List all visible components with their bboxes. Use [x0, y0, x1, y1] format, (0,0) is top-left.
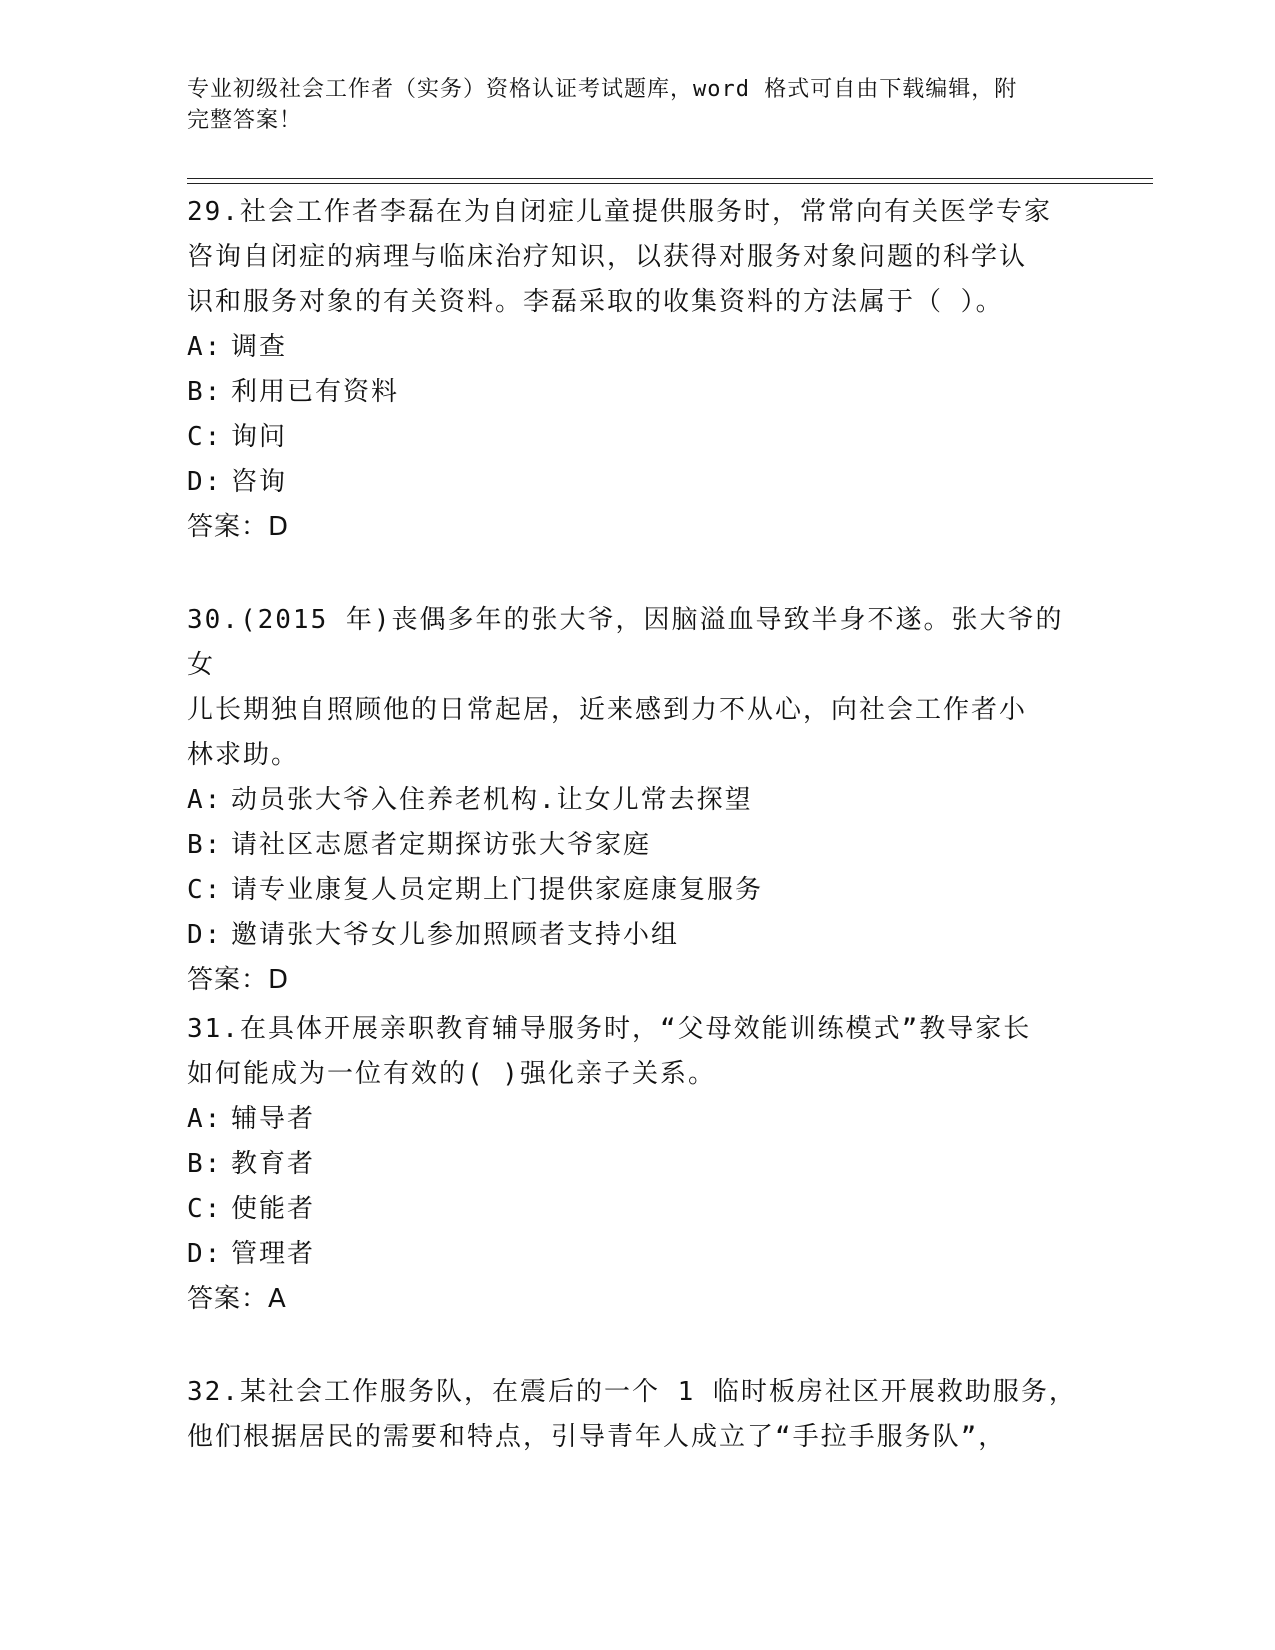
- option-key: A:: [187, 1104, 223, 1134]
- option-key: D:: [187, 467, 223, 497]
- option-key: D:: [187, 1239, 223, 1269]
- answer: 答案：D: [187, 512, 290, 542]
- stem-line: 30.(2015 年)丧偶多年的张大爷，因脑溢血导致半身不遂。张大爷的女: [187, 605, 1064, 680]
- option-b: [187, 1142, 1087, 1187]
- stem-line: 林求助。: [187, 740, 300, 770]
- stem-line: 他们根据居民的需要和特点，引导青年人成立了“手拉手服务队”，: [187, 1422, 1007, 1452]
- question-stem: [187, 190, 1087, 325]
- option-text: 邀请张大爷女儿参加照顾者支持小组: [231, 920, 680, 950]
- option-text: 辅导者: [231, 1104, 316, 1134]
- header-rule-bottom: [187, 183, 1153, 184]
- stem-line: 31.在具体开展亲职教育辅导服务时，“父母效能训练模式”教导家长: [187, 1014, 1032, 1044]
- option-key: A:: [187, 332, 223, 362]
- stem-line: 29.社会工作者李磊在为自闭症儿童提供服务时，常常向有关医学专家: [187, 197, 1052, 227]
- stem-line: 儿长期独自照顾他的日常起居，近来感到力不从心，向社会工作者小: [187, 695, 1028, 725]
- option-text: 使能者: [231, 1194, 316, 1224]
- answer: 答案：A: [187, 1284, 287, 1314]
- option-b: [187, 823, 1087, 868]
- stem-line: 如何能成为一位有效的( )强化亲子关系。: [187, 1059, 716, 1089]
- option-d: [187, 1232, 1087, 1277]
- option-key: B:: [187, 377, 223, 407]
- option-key: C:: [187, 875, 223, 905]
- option-text: 利用已有资料: [231, 377, 400, 407]
- option-text: 请社区志愿者定期探访张大爷家庭: [231, 830, 652, 860]
- option-c: [187, 868, 1087, 913]
- stem-line: 识和服务对象的有关资料。李磊采取的收集资料的方法属于（ ）。: [187, 287, 1004, 317]
- option-text: 询问: [231, 422, 288, 452]
- option-key: D:: [187, 920, 223, 950]
- question-stem: [187, 598, 1087, 778]
- question-stem: [187, 1007, 1087, 1097]
- option-key: C:: [187, 1194, 223, 1224]
- option-text: 教育者: [231, 1149, 316, 1179]
- header-line-2: 完整答案！: [187, 108, 303, 133]
- option-text: 咨询: [231, 467, 288, 497]
- option-d: [187, 460, 1087, 505]
- option-key: B:: [187, 830, 223, 860]
- header-line-1: 专业初级社会工作者（实务）资格认证考试题库，word 格式可自由下载编辑，附: [187, 77, 1018, 102]
- option-key: A:: [187, 785, 223, 815]
- option-text: 请专业康复人员定期上门提供家庭康复服务: [231, 875, 764, 905]
- option-text: 管理者: [231, 1239, 316, 1269]
- option-a: [187, 325, 1087, 370]
- option-key: C:: [187, 422, 223, 452]
- stem-line: 32.某社会工作服务队，在震后的一个 1 临时板房社区开展救助服务，: [187, 1377, 1077, 1407]
- option-c: [187, 415, 1087, 460]
- option-a: [187, 778, 1087, 823]
- option-a: [187, 1097, 1087, 1142]
- option-d: [187, 913, 1087, 958]
- option-text: 调查: [231, 332, 288, 362]
- stem-line: 咨询自闭症的病理与临床治疗知识，以获得对服务对象问题的科学认: [187, 242, 1028, 272]
- question-29: [187, 190, 1087, 550]
- header-rule-top: [187, 178, 1153, 179]
- question-31: [187, 1007, 1087, 1322]
- option-key: B:: [187, 1149, 223, 1179]
- option-text: 动员张大爷入住养老机构.让女儿常去探望: [231, 785, 753, 815]
- question-30: [187, 598, 1087, 1003]
- question-32: [187, 1370, 1087, 1460]
- page-header: [187, 74, 1087, 136]
- answer: 答案：D: [187, 965, 290, 995]
- option-b: [187, 370, 1087, 415]
- question-stem: [187, 1370, 1087, 1460]
- option-c: [187, 1187, 1087, 1232]
